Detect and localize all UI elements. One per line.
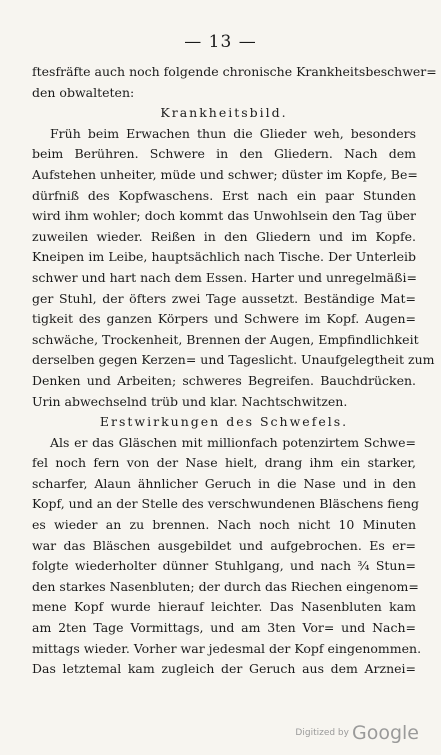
text-line: folgte wiederholter dünner Stuhlgang, und nach ¾ Stun= [32, 558, 416, 574]
text-line: fel noch fern von der Nase hielt, drang ihm ein starker, [32, 455, 416, 471]
text-line: zuweilen wieder. Reißen in den Gliedern und im Kopfe. [32, 228, 416, 244]
text-line: Aufstehen unheiter, müde und schwer; düster im Kopfe, Be= [32, 166, 418, 182]
text-line: es wieder an zu brennen. Nach noch nicht 10 Minuten [32, 517, 416, 533]
text-line: ftesfräfte auch noch folgende chronische Krankheitsbeschwer= [32, 64, 437, 79]
text-line: mittags wieder. Vorher war jedesmal der Kopf eingenommen. [32, 640, 422, 656]
text-line: scharfer, Alaun ähnlicher Geruch in die Nase und in den [32, 475, 416, 491]
google-logo: Google [351, 722, 419, 744]
text-line: mene Kopf wurde hierauf leichter. Das Nasenbluten kam [32, 599, 416, 615]
text-line: Das letztemal kam zugleich der Geruch aus dem Arznei= [32, 661, 416, 677]
section-heading: Erstwirkungen des Schwefels. [99, 414, 349, 430]
text-line: wird ihm wohler; doch kommt das Unwohlsein den Tag über [32, 208, 416, 224]
text-line: dürfniß des Kopfwaschens. Erst nach ein paar Stunden [32, 187, 416, 203]
text-line: tigkeit des ganzen Körpers und Schwere im Kopf. Augen= [32, 311, 416, 327]
digitized-watermark [295, 722, 419, 744]
text-line: ger Stuhl, der öfters zwei Tage aussetzt. Beständige Mat= [32, 290, 416, 306]
text-line: beim Berühren. Schwere in den Gliedern. Nach dem [32, 146, 416, 162]
text-line: Denken und Arbeiten; schweres Begreifen. Bauchdrücken. [32, 372, 416, 388]
digitized-label: Digitized by [295, 728, 349, 738]
text-line: den obwalteten: [32, 84, 135, 100]
text-line: Früh beim Erwachen thun die Glieder weh, besonders [50, 125, 416, 141]
page-number: — 13 — [184, 32, 257, 52]
section-heading: Krankheitsbild. [160, 105, 288, 121]
text-line: schwäche, Trockenheit, Brennen der Augen, Empfindlichkeit [32, 331, 419, 347]
text-line: war das Bläschen ausgebildet und aufgebrochen. Es er= [32, 537, 416, 553]
body-text [32, 62, 437, 680]
text-line: schwer und hart nach dem Essen. Harter und unregelmäßi= [32, 269, 417, 285]
text-line: Als er das Gläschen mit millionfach potenzirtem Schwe= [50, 434, 416, 450]
text-line: Kopf, und an der Stelle des verschwundenen Bläschens fieng [32, 496, 419, 512]
text-line: derselben gegen Kerzen= und Tageslicht. Unaufgelegtheit zum [32, 352, 435, 368]
text-line: Kneipen im Leibe, hauptsächlich nach Tische. Der Unterleib [32, 249, 416, 265]
text-line: am 2ten Tage Vormittags, und am 3ten Vor= und Nach= [32, 620, 416, 636]
text-line: Urin abwechselnd trüb und klar. Nachtschwitzen. [32, 393, 348, 409]
text-line: den starkes Nasenbluten; der durch das Riechen eingenom= [32, 578, 419, 594]
